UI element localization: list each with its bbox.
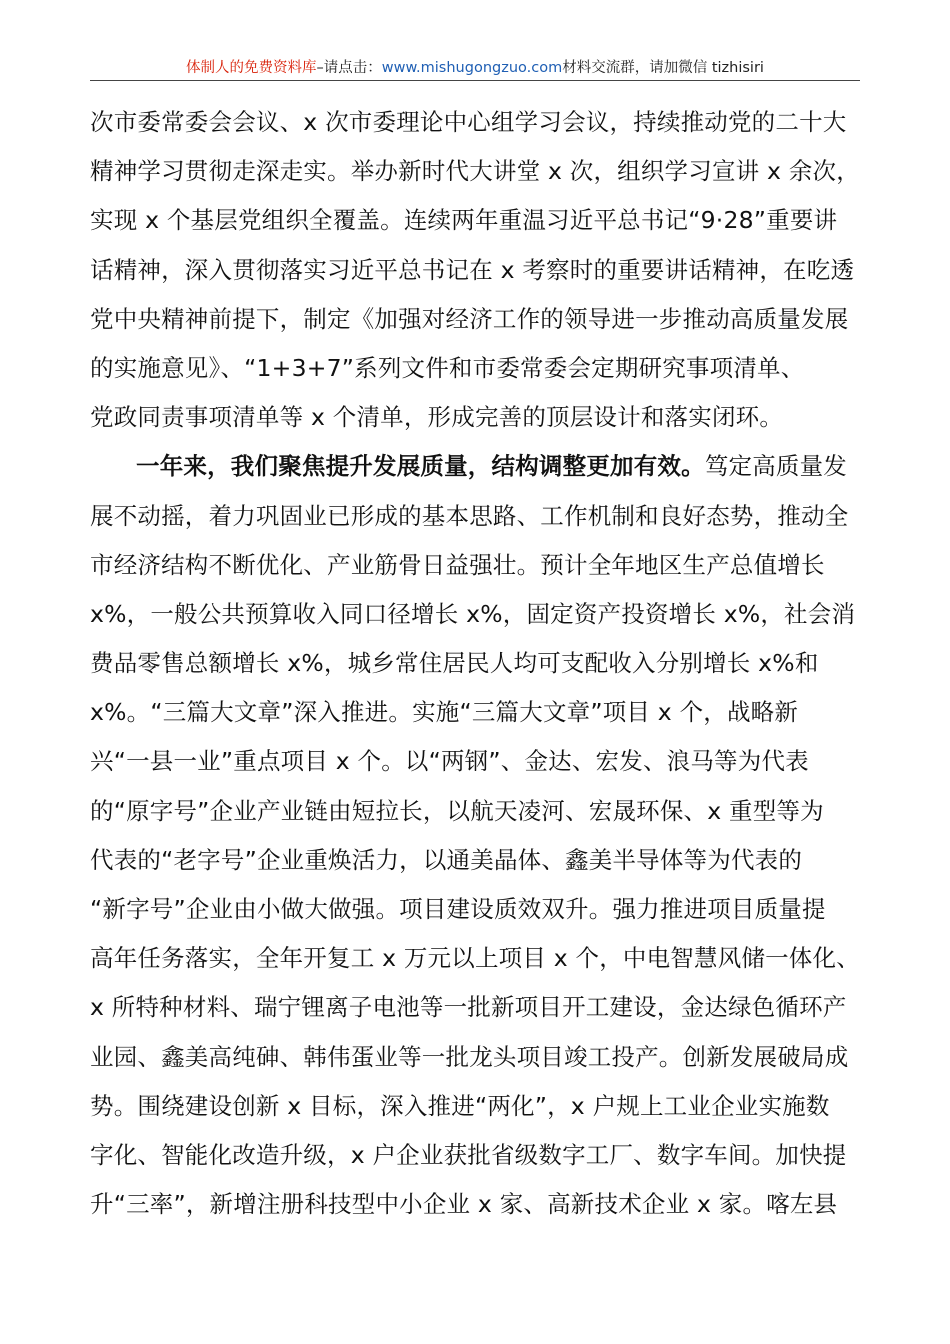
text-line: 话精神，深入贯彻落实习近平总书记在 x 考察时的重要讲话精神，在吃透	[90, 255, 855, 284]
text-line: x 所特种材料、瑞宁锂离子电池等一批新项目开工建设，金达绿色循环产	[90, 993, 847, 1022]
paragraph-1	[90, 98, 860, 442]
header-prefix: –请点击：	[316, 60, 382, 76]
text-line: 势。围绕建设创新 x 目标，深入推进“两化”，x 户规上工业企业实施数	[90, 1091, 830, 1120]
page-header	[90, 58, 860, 82]
document-body	[90, 98, 860, 1229]
text-line: 兴“一县一业”重点项目 x 个。以“两钢”、金达、宏发、浪马等为代表	[90, 747, 809, 776]
text-line: 党政同责事项清单等 x 个清单，形成完善的顶层设计和落实闭环。	[90, 403, 784, 432]
header-brand: 体制人的免费资料库	[186, 60, 317, 76]
paragraph-lead-heading: 一年来，我们聚焦提升发展质量，结构调整更加有效。	[136, 452, 705, 481]
text-line: 实现 x 个基层党组织全覆盖。连续两年重温习近平总书记“9·28”重要讲	[90, 206, 838, 235]
text-line: 高年任务落实，全年开复工 x 万元以上项目 x 个，中电智慧风储一体化、	[90, 944, 860, 973]
paragraph-2	[90, 442, 860, 1229]
header-suffix: 材料交流群，请加微信 tizhisiri	[562, 60, 764, 76]
text-line: x%。“三篇大文章”深入推进。实施“三篇大文章”项目 x 个，战略新	[90, 698, 799, 727]
text-line-lead	[90, 442, 860, 491]
text-line: 的“原字号”企业产业链由短拉长，以航天凌河、宏晟环保、x 重型等为	[90, 796, 824, 825]
text-line: 党中央精神前提下，制定《加强对经济工作的领导进一步推动高质量发展	[90, 304, 849, 333]
text-line: 市经济结构不断优化、产业筋骨日益强壮。预计全年地区生产总值增长	[90, 550, 825, 579]
text-line: 业园、鑫美高纯砷、韩伟蛋业等一批龙头项目竣工投产。创新发展破局成	[90, 1042, 849, 1071]
text-line: “新字号”企业由小做大做强。项目建设质效双升。强力推进项目质量提	[90, 895, 826, 923]
text-line: 精神学习贯彻走深走实。举办新时代大讲堂 x 次，组织学习宣讲 x 余次，	[90, 157, 860, 186]
text-line: 代表的“老字号”企业重焕活力，以通美晶体、鑫美半导体等为代表的	[90, 845, 803, 874]
text-line: 的实施意见》、“1+3+7”系列文件和市委常委会定期研究事项清单、	[90, 353, 805, 382]
text-line: 展不动摇，着力巩固业已形成的基本思路、工作机制和良好态势，推动全	[90, 501, 849, 530]
text-line: 升“三率”，新增注册科技型中小企业 x 家、高新技术企业 x 家。喀左县	[90, 1190, 838, 1219]
text-line: 次市委常委会会议、x 次市委理论中心组学习会议，持续推动党的二十大	[90, 108, 847, 136]
paragraph-lead-text: 笃定高质量发	[704, 452, 848, 481]
text-line: 费品零售总额增长 x%，城乡常住居民人均可支配收入分别增长 x%和	[90, 649, 819, 678]
header-divider	[90, 80, 860, 81]
text-line: 字化、智能化改造升级，x 户企业获批省级数字工厂、数字车间。加快提	[90, 1140, 847, 1169]
header-url-link[interactable]: www.mishugongzuo.com	[381, 60, 563, 76]
text-line: x%，一般公共预算收入同口径增长 x%，固定资产投资增长 x%，社会消	[90, 599, 856, 628]
